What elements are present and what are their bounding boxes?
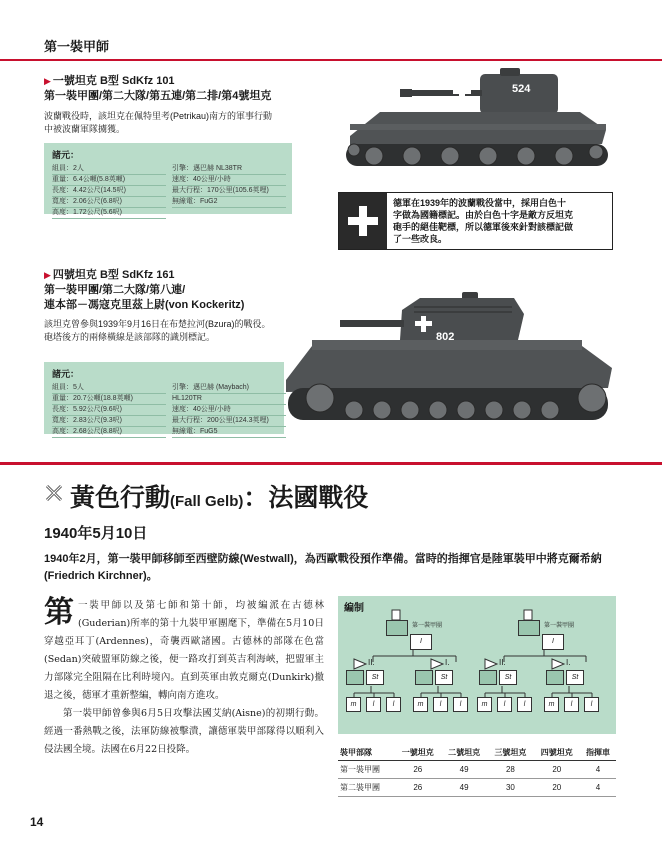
section-rule: [0, 462, 662, 465]
table-cell: 第一裝甲團: [338, 761, 395, 779]
company-box: m: [346, 697, 361, 712]
staff-box: St: [499, 670, 517, 685]
battalion-label: II.: [499, 658, 506, 667]
regiment-hq-box: [518, 620, 540, 636]
spec-row: HL120TR: [172, 394, 286, 405]
table-row: [338, 779, 616, 797]
company-box: m: [544, 697, 559, 712]
table-header-row: [338, 745, 616, 761]
section-x-icon: [44, 483, 64, 503]
tank2-description: 該坦克曾參與1939年9月16日在布楚拉河(Bzura)的戰役。 砲塔後方的兩條橫線是該部隊的識別標記。: [44, 319, 271, 342]
spec-row: 高度：2.68公尺(8.8呎): [52, 427, 166, 438]
regiment-label: 第一裝甲團: [544, 623, 575, 629]
company-box: l: [386, 697, 401, 712]
tank1-turret-number: 524: [512, 83, 531, 95]
tank1-unit: 第一裝甲團/第二大隊/第五連/第二排/第4號坦克: [44, 90, 272, 102]
page-number: 14: [30, 815, 44, 829]
header-rule: [0, 59, 662, 61]
spec-row: 無線電：FuG5: [172, 427, 286, 438]
date-heading: 1940年5月10日: [44, 525, 148, 542]
table-cell: 4: [580, 761, 616, 779]
company-box: l: [517, 697, 532, 712]
section-title: 黃色行動(Fall Gelb)：法國戰役: [70, 484, 369, 512]
staff-box: St: [566, 670, 584, 685]
org-chart: [338, 596, 616, 734]
spec-row: 引擎：邁巴赫 (Maybach): [172, 383, 286, 394]
battalion-hq-box: [546, 670, 564, 685]
company-box: l: [497, 697, 512, 712]
table-cell: 28: [487, 761, 533, 779]
regiment-hq-box: [386, 620, 408, 636]
body-paragraph-1: 一裝甲師以及第七師和第十師，均被編派在古德林(Guderian)所率的第十九裝甲軍團麾下，準備在5月10日穿越亞耳丁(Ardennes)，奇襲西歐諸國。古德林的部隊在色當(Sedan)突破盟軍防線之後，便一路攻打到英吉利海峽，把盟軍主力部隊完全阻隔在比利時境內。直到英軍由敦克爾克(Dunkirk)撤退之後，德軍才重新整編，轉向南方進攻。: [44, 600, 324, 701]
tank2-unit-line2: 連本部－馮寇克里茲上尉(von Kockeritz): [44, 299, 245, 311]
company-box: l: [433, 697, 448, 712]
tank1-name: 一號坦克 B型 SdKfz 101: [52, 75, 175, 87]
battalion-label: I.: [566, 658, 571, 667]
spec-row: 重量：6.4公噸(5.8英噸): [52, 175, 166, 186]
tank2-spec-box: [44, 362, 284, 434]
company-box: l: [366, 697, 381, 712]
tank1-spec-box: [44, 143, 292, 214]
staff-box: St: [435, 670, 453, 685]
drop-cap: 第: [44, 595, 74, 630]
table-cell: 26: [395, 761, 441, 779]
company-box: m: [477, 697, 492, 712]
table-cell: 第二裝甲團: [338, 779, 395, 797]
column-header: 一號坦克: [395, 745, 441, 761]
table-cell: 26: [395, 779, 441, 797]
company-box: l: [564, 697, 579, 712]
company-box: l: [453, 697, 468, 712]
tank2-turret-number: 802: [436, 331, 455, 343]
lead-paragraph: 1940年2月，第一裝甲師移師至西壁防線(Westwall)，為西歐戰役預作準備。當時的指揮官是陸軍裝甲中將克爾希納(Friedrich Kirchner)。: [44, 553, 602, 582]
spec-row: 無線電：FuG2: [172, 197, 286, 208]
column-header: 指揮車: [580, 745, 616, 761]
spec-row: 最大行程：170公里(105.6英哩): [172, 186, 286, 197]
company-box: m: [413, 697, 428, 712]
table-cell: 49: [441, 761, 487, 779]
battalion-hq-box: [415, 670, 433, 685]
tank-strength-table: [338, 745, 616, 797]
staff-box: St: [366, 670, 384, 685]
spec-row: 寬度：2.06公尺(6.8呎): [52, 197, 166, 208]
spec-row: 高度：1.72公尺(5.6呎): [52, 208, 166, 219]
cross-note-box: [338, 192, 613, 250]
battalion-label: I.: [445, 658, 450, 667]
table-cell: 30: [487, 779, 533, 797]
spec-row: 組員：2人: [52, 164, 166, 175]
tank1-description: 波蘭戰役時，該坦克在佩特里考(Petrikau)南方的軍事行動 中被波蘭軍隊擄獲。: [44, 111, 273, 134]
panzer-i-illustration: [340, 64, 615, 184]
panzer-iv-illustration: [282, 284, 618, 436]
column-header: 四號坦克: [534, 745, 580, 761]
company-box: l: [584, 697, 599, 712]
tank2-unit-line1: 第一裝甲團/第二大隊/第八連/: [44, 284, 186, 296]
body-paragraph-2: 第一裝甲師曾參與6月5日攻擊法國艾納(Aisne)的初期行動。經過一番熱戰之後，法軍防線被擊潰，讓德軍裝甲部隊得以順利入侵法國全境。法國在6月22日投降。: [44, 708, 324, 755]
spec-row: 重量：20.7公噸(18.8英噸): [52, 394, 166, 405]
spec-title: 諸元：: [52, 150, 80, 160]
red-triangle-icon: ▶: [44, 76, 51, 86]
table-cell: 20: [534, 761, 580, 779]
spec-title: 諸元：: [52, 369, 80, 379]
body-text: [44, 597, 324, 759]
regiment-box: I: [410, 634, 432, 650]
table-cell: 20: [534, 779, 580, 797]
battalion-hq-box: [346, 670, 364, 685]
white-cross-icon: [339, 193, 387, 249]
tank2-name: 四號坦克 B型 SdKfz 161: [52, 269, 175, 281]
spec-row: 最大行程：200公里(124.3英哩): [172, 416, 286, 427]
battalion-hq-box: [479, 670, 497, 685]
spec-row: 速度：40公里/小時: [172, 175, 286, 186]
table-cell: 4: [580, 779, 616, 797]
table-row: [338, 761, 616, 779]
org-chart-lines: [338, 596, 616, 734]
column-header: 三號坦克: [487, 745, 533, 761]
spec-row: 速度：40公里/小時: [172, 405, 286, 416]
regiment-label: 第一裝甲團: [412, 623, 443, 629]
spec-row: 引擎：邁巴赫 NL38TR: [172, 164, 286, 175]
org-chart-title: 編制: [344, 603, 364, 614]
column-header: 二號坦克: [441, 745, 487, 761]
spec-row: 寬度：2.83公尺(9.3呎): [52, 416, 166, 427]
red-triangle-icon: ▶: [44, 270, 51, 280]
chapter-title: 第一裝甲師: [44, 39, 110, 54]
spec-row: 長度：5.92公尺(9.6呎): [52, 405, 166, 416]
tank1-heading-block: [44, 74, 324, 104]
spec-row: 長度：4.42公尺(14.5呎): [52, 186, 166, 197]
battalion-label: II.: [368, 658, 375, 667]
cross-note-text: 德軍在1939年的波蘭戰役當中，採用白色十 字做為國籍標記。由於白色十字是敵方反坦克 砲手的絕佳靶標，所以德軍後來針對該標記做 了一些改良。: [393, 198, 574, 244]
column-header: 裝甲部隊: [338, 745, 395, 761]
table-cell: 49: [441, 779, 487, 797]
regiment-box: I: [542, 634, 564, 650]
spec-row: 組員：5人: [52, 383, 166, 394]
